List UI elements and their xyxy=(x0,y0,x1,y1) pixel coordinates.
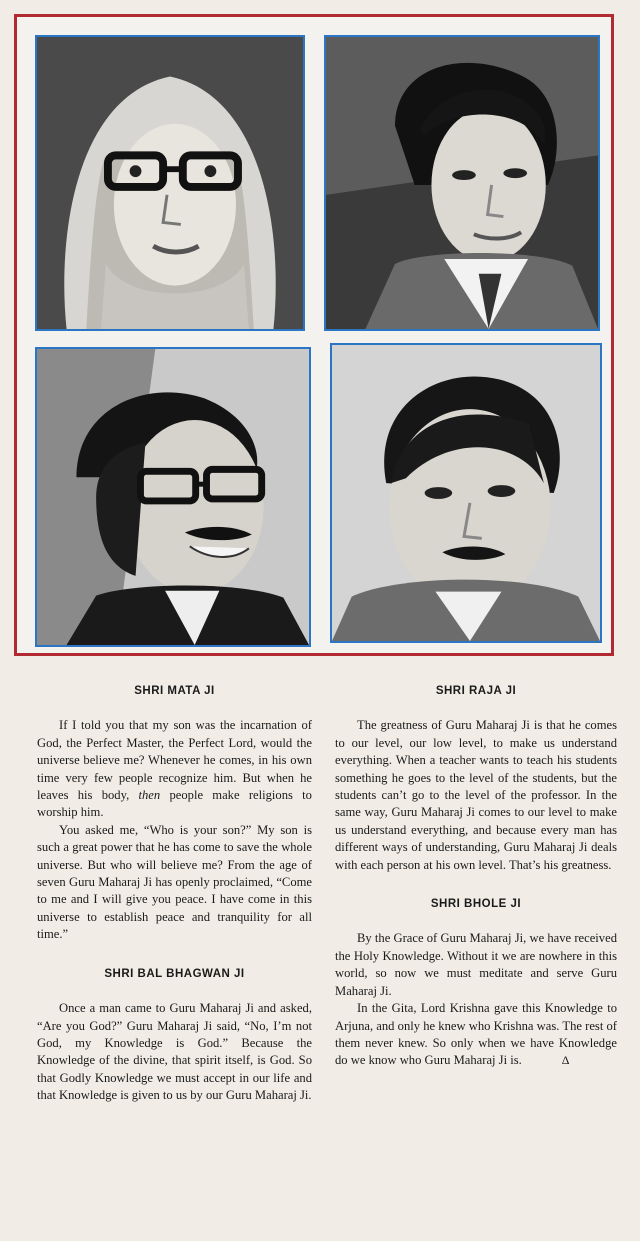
portrait-photo-4 xyxy=(330,343,602,643)
portrait-3-drawing xyxy=(37,349,309,645)
bal-bhagwan-ji-paragraph-1: Once a man came to Guru Maharaj Ji and asked, “Are you God?” Guru Maharaj Ji said, “No, I’m not God, my Knowledge is God.” Because the Knowledge of the divine, that spirit itself, is God. So that Godly Knowledge we must accept in our life and that Knowledge is given to us by our Guru Maharaj Ji. xyxy=(37,1001,312,1103)
heading-bhole-ji: SHRI BHOLE JI xyxy=(430,898,522,911)
mata-ji-p1-emphasis: then xyxy=(138,788,161,803)
mata-ji-paragraph-2: You asked me, “Who is your son?” My son is such a great power that he has come to save the whole universe. But who will believe me? From the age of seven Guru Maharaj Ji has openly proclaimed, “Come to me and I will give you peace. I have come in this universe to establish peace and tranquility for all time.” xyxy=(37,822,312,942)
raja-ji-paragraph-1: The greatness of Guru Maharaj Ji is that he comes to our level, our low level, to make us understand everything. When a teacher wants to teach his students something he goes to the level of the students, but the students can’t go to the level of the professor. In the same way, Guru Maharaj Ji comes to our level to make us understand everything, and because every man has different ways of understanding, Guru Maharaj Ji deals with each person at his own level. That’s his greatness. xyxy=(335,718,617,872)
right-column xyxy=(335,683,617,1070)
heading-bal-bhagwan-ji: SHRI BAL BHAGWAN JI xyxy=(104,967,245,980)
portrait-photo-2 xyxy=(324,35,600,331)
photo-frame xyxy=(14,14,614,656)
portrait-2-drawing xyxy=(326,37,598,329)
portrait-1-drawing xyxy=(37,37,303,329)
portrait-4-drawing xyxy=(332,345,600,641)
bhole-ji-p2-text: In the Gita, Lord Krishna gave this Knowledge to Arjuna, and only he knew who Krishna was. The rest of them never knew. So only when we have Knowledge do we know who Guru Maharaj Ji is. xyxy=(335,1001,617,1068)
mata-ji-p1-start: If I told you that my son was the incarnation of God, the Perfect Master, the Perfect Lord, would the universe believe me? Whenever he comes, in his own time very few people recognize him. But when he leaves his body, xyxy=(37,718,312,803)
portrait-photo-1 xyxy=(35,35,305,331)
bhole-ji-paragraph-1: By the Grace of Guru Maharaj Ji, we have received the Holy Knowledge. Without it we are nowhere in this world, so now we must meditate and serve Guru Maharaj Ji. xyxy=(335,931,617,998)
heading-raja-ji: SHRI RAJA JI xyxy=(435,685,517,697)
end-mark-icon: Δ xyxy=(561,1053,570,1068)
left-column xyxy=(37,683,312,1105)
mata-ji-p1-end: people make religions to worship him. xyxy=(37,788,312,820)
portrait-photo-3 xyxy=(35,347,311,647)
heading-mata-ji: SHRI MATA JI xyxy=(134,685,215,697)
bhole-ji-paragraph-2 xyxy=(335,1000,617,1070)
mata-ji-paragraph-1 xyxy=(37,717,312,821)
